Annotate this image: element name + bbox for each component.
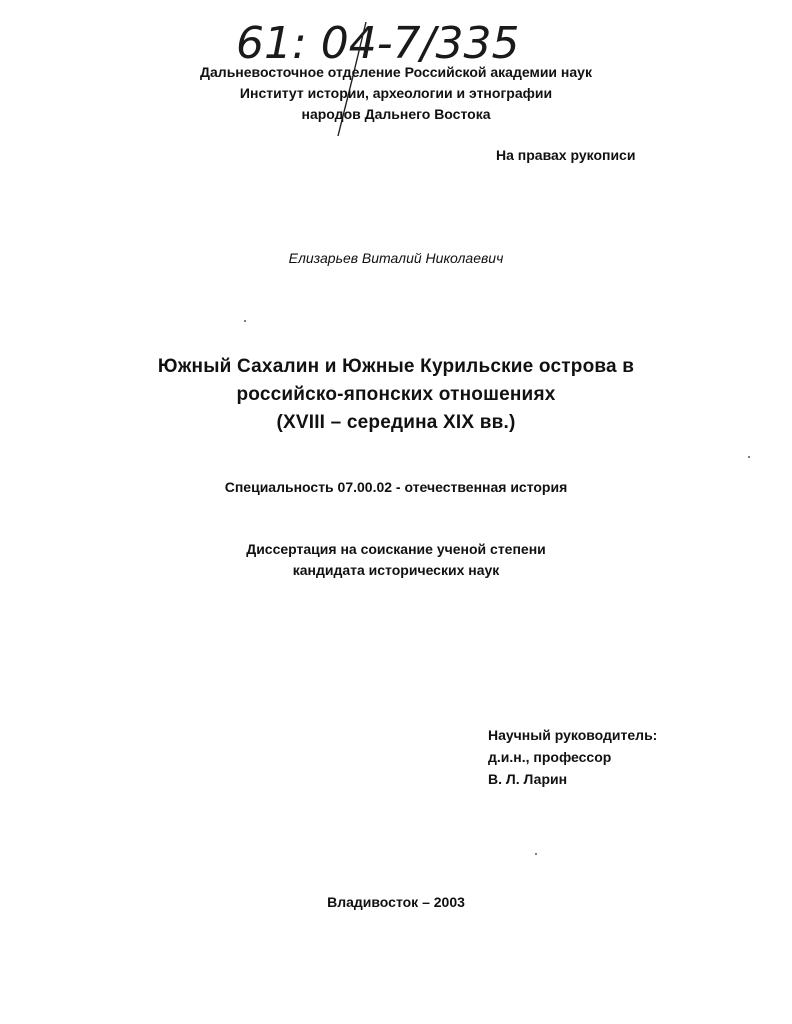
supervisor-line-3: В. Л. Ларин <box>488 771 568 787</box>
degree-line-1: Диссертация на соискание ученой степени <box>246 541 546 557</box>
rights-note: На правах рукописи <box>496 147 636 163</box>
title-line-2: российско-японских отношениях <box>236 384 556 405</box>
degree-line-2: кандидата исторических наук <box>292 562 500 578</box>
title-line-3: (XVIII – середина XIX вв.) <box>276 412 516 433</box>
city-year: Владивосток – 2003 <box>327 894 465 910</box>
title-line-1: Южный Сахалин и Южные Курильские острова в <box>157 356 635 377</box>
supervisor-line-1: Научный руководитель: <box>488 727 658 743</box>
handwritten-code-text: 61: 04-7/335 <box>236 18 520 69</box>
scan-speck <box>535 853 537 855</box>
handwritten-slash-stroke <box>330 20 370 140</box>
supervisor-line-2: д.и.н., профессор <box>488 749 612 765</box>
header-line-3: народов Дальнего Востока <box>301 106 491 122</box>
author-name: Елизарьев Виталий Николаевич <box>288 250 504 266</box>
scan-speck <box>244 320 246 322</box>
scan-speck <box>748 456 750 458</box>
specialty: Специальность 07.00.02 - отечественная история <box>224 479 568 495</box>
header-line-1: Дальневосточное отделение Российской академии наук <box>200 64 592 80</box>
header-line-2: Институт истории, археологии и этнографии <box>239 85 553 101</box>
